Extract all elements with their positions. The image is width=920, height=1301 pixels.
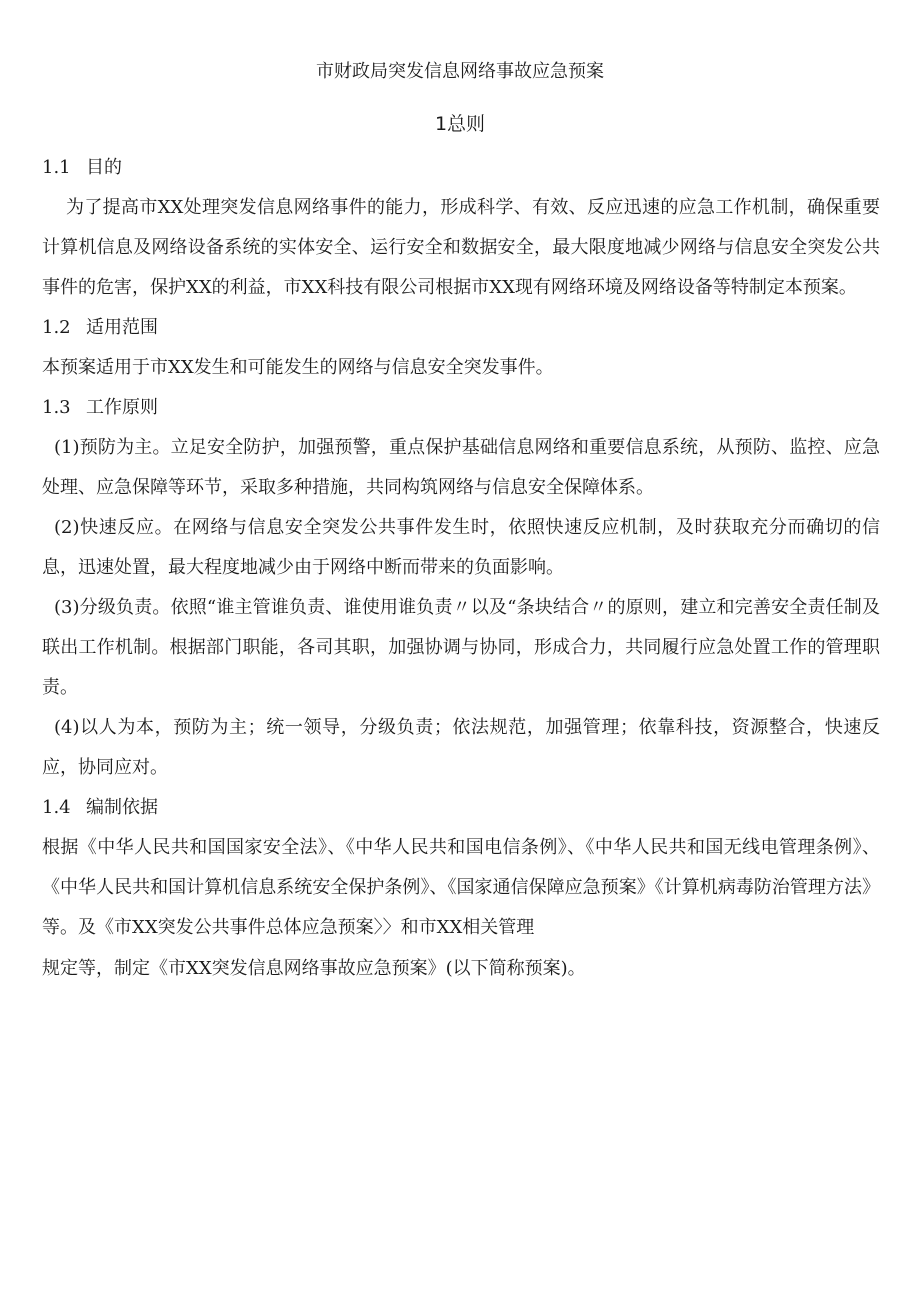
section-heading-text: 目的 <box>86 157 122 178</box>
paragraph-basis-tail: 规定等，制定《市XX突发信息网络事故应急预案》(以下简称预案)。 <box>42 958 586 979</box>
section-heading-text: 编制依据 <box>86 797 158 818</box>
section-heading-1-4 <box>42 788 880 828</box>
chapter-title: 1总则 <box>434 113 486 135</box>
section-heading-1-3 <box>42 388 880 428</box>
section-heading-text: 工作原则 <box>86 397 158 418</box>
principle-item-4: (4)以人为本，预防为主；统一领导，分级负责；依法规范，加强管理；依靠科技，资源整合，快速反应，协同应对。 <box>42 717 880 778</box>
paragraph-scope: 本预案适用于市XX发生和可能发生的网络与信息安全突发事件。 <box>42 357 554 378</box>
document-body <box>42 148 880 982</box>
document-title: 市财政局突发信息网络事故应急预案 <box>316 61 604 82</box>
principle-item-2: (2)快速反应。在网络与信息安全突发公共事件发生时，依照快速反应机制，及时获取充分而确切的信息，迅速处置，最大程度地减少由于网络中断而带来的负面影响。 <box>42 517 880 578</box>
section-number: 1.4 <box>42 797 71 818</box>
section-heading-text: 适用范围 <box>86 317 158 338</box>
principle-item-1: (1)预防为主。立足安全防护，加强预警，重点保护基础信息网络和重要信息系统，从预防、监控、应急处理、应急保障等环节，采取多种措施，共同构筑网络与信息安全保障体系。 <box>42 437 880 498</box>
paragraph-purpose: 为了提高市XX处理突发信息网络事件的能力，形成科学、有效、反应迅速的应急工作机制，确保重要计算机信息及网络设备系统的实体安全、运行安全和数据安全，最大限度地减少网络与信息安全突发公共事件的危害，保护XX的利益，市XX科技有限公司根据市XX现有网络环境及网络设备等特制定本预案。 <box>42 197 880 298</box>
paragraph-basis: 根据《中华人民共和国国家安全法》、《中华人民共和国电信条例》、《中华人民共和国无线电管理条例》、《中华人民共和国计算机信息系统安全保护条例》、《国家通信保障应急预案》《计算机病毒防治管理方法》等。及《市XX突发公共事件总体应急预案〉〉和市XX相关管理 <box>42 837 880 938</box>
section-number: 1.3 <box>42 397 71 418</box>
section-heading-1-2 <box>42 308 880 348</box>
section-number: 1.2 <box>42 317 71 338</box>
principle-item-3: (3)分级负责。依照“谁主管谁负责、谁使用谁负责〃以及“条块结合〃的原则，建立和完善安全责任制及联出工作机制。根据部门职能，各司其职，加强协调与协同，形成合力，共同履行应急处置工作的管理职责。 <box>42 597 880 698</box>
section-number: 1.1 <box>42 157 71 178</box>
section-heading-1-1 <box>42 148 880 188</box>
